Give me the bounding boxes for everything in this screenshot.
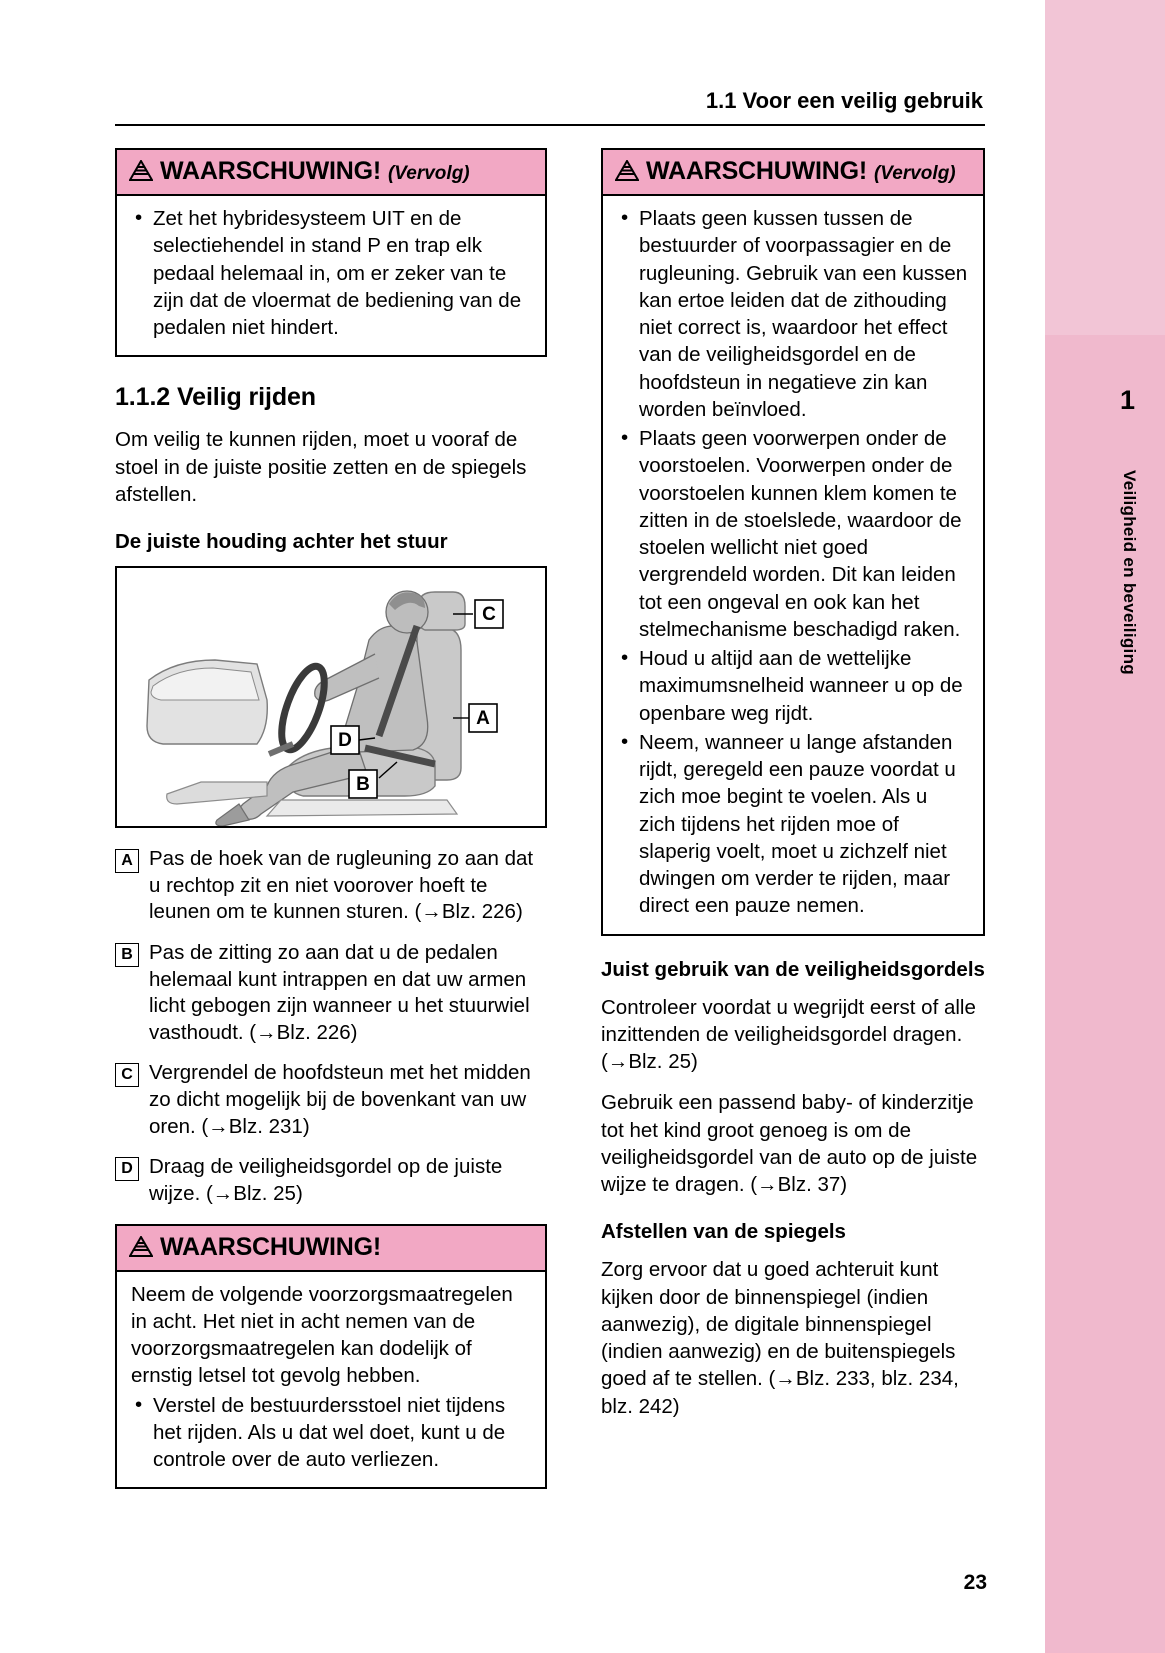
warning-triangle-icon — [129, 1236, 153, 1257]
page-number: 23 — [963, 1571, 987, 1594]
section-intro: Om veilig te kunnen rijden, moet u vooraf de stoel in de juiste positie zetten en de spiegels afstellen. — [115, 428, 527, 506]
warning-intro-text: Neem de volgende voorzorgsmaatregelen in acht. Het niet in acht nemen van de voorzorgsmaatregelen kan dodelijk of ernstig letsel tot gevolg hebben. — [131, 1282, 513, 1388]
header-divider — [115, 124, 985, 126]
two-column-layout — [115, 148, 985, 1511]
warning-box-bottom-left — [115, 1224, 547, 1490]
callout-badge-d: D — [115, 1157, 139, 1181]
side-tab-strip — [1045, 0, 1165, 1653]
callout-badge-c: C — [115, 1063, 139, 1087]
left-column — [115, 148, 547, 1511]
svg-text:D: D — [338, 730, 352, 751]
callout-legend — [115, 846, 547, 1208]
warning-title: WAARSCHUWING! — [646, 157, 867, 185]
page-title: 1.1 Voor een veilig gebruik — [705, 88, 983, 113]
callout-badge-a: A — [115, 849, 139, 873]
paragraph-seatbelt-check: Controleer voordat u wegrijdt eerst of alle inzittenden de veiligheidsgordel dragen. (→Blz. 25) — [601, 995, 976, 1073]
warning-header — [117, 150, 545, 196]
list-item — [115, 940, 547, 1047]
list-item: • Verstel de bestuurdersstoel niet tijdens het rijden. Als u dat wel doet, kunt u de controle over de auto verliezen. — [131, 1392, 531, 1474]
svg-text:B: B — [356, 774, 370, 795]
callout-text-a: Pas de hoek van de rugleuning zo aan dat u rechtop zit en niet voorover hoeft te leunen om te kunnen sturen. (→Blz. 226) — [149, 847, 534, 924]
callout-text-b: Pas de zitting zo aan dat u de pedalen helemaal kunt intrappen en dat uw armen licht gebogen zijn wanneer u het stuurwiel vasthoudt. (→Blz. 226) — [149, 940, 530, 1044]
list-item: • Neem, wanneer u lange afstanden rijdt, geregeld een pauze voordat u zich moe begint te voelen. Als u zich tijdens het rijden moe of slaperig voelt, moet u zichzelf niet dwingen om verder te rijden, maar direct een pauze nemen. — [617, 729, 969, 920]
callout-text-d: Draag de veiligheidsgordel op de juiste wijze. (→Blz. 25) — [149, 1155, 503, 1206]
list-item: • Plaats geen voorwerpen onder de voorstoelen. Voorwerpen onder de voorstoelen kunnen klem komen te zitten in de stoelslede, waardoor de stoelen wellicht niet goed vergrendeld worden. Dit kan leiden tot een ongeval en ook kan het stelmechanisme beschadigd raken. — [617, 425, 969, 643]
list-item: • Plaats geen kussen tussen de bestuurder of voorpassagier en de rugleuning. Gebruik van een kussen kan ertoe leiden dat de zithouding niet correct is, waardoor het effect van de veiligheidsgordel en de hoofdsteun in negatieve zin kan worden beïnvloed. — [617, 205, 969, 423]
paragraph-child-seat: Gebruik een passend baby- of kinderzitje tot het kind groot genoeg is om de veiligheidsgordel van de auto op de juiste wijze te dragen. (→Blz. 37) — [601, 1091, 978, 1196]
callout-text-c: Vergrendel de hoofdsteun met het midden zo dicht mogelijk bij de bovenkant van uw oren. (→Blz. 231) — [149, 1061, 531, 1138]
warning-continued-label: (Vervolg) — [387, 163, 470, 184]
subsection-title-seatbelts: Juist gebruik van de veiligheidsgordels — [601, 957, 985, 981]
list-item — [115, 846, 547, 926]
side-tab-strip-upper — [1045, 0, 1165, 335]
warning-title: WAARSCHUWING! — [160, 157, 381, 185]
warning-header — [117, 1226, 545, 1272]
paragraph-mirrors: Zorg ervoor dat u goed achteruit kunt kijken door de binnenspiegel (indien aanwezig), de digitale binnenspiegel (indien aanwezig) en de buitenspiegels goed af te stellen. (→Blz. 233, blz. 234, blz. 242) — [601, 1258, 959, 1418]
warning-body — [117, 1272, 545, 1488]
subsection-title: De juiste houding achter het stuur — [115, 530, 448, 553]
list-item — [115, 1060, 547, 1140]
warning-box-continued-left — [115, 148, 547, 357]
list-item: • Houd u altijd aan de wettelijke maximumsnelheid wanneer u op de openbare weg rijdt. — [617, 645, 969, 727]
warning-header — [603, 150, 983, 196]
warning-triangle-icon — [615, 160, 639, 181]
svg-text:C: C — [482, 604, 496, 625]
driving-posture-illustration — [115, 566, 547, 828]
list-item: • Zet het hybridesysteem UIT en de selectiehendel in stand P en trap elk pedaal helemaal in, om er zeker van te zijn dat de vloermat de bediening van de pedalen niet hindert. — [131, 205, 531, 341]
svg-text:A: A — [476, 708, 490, 729]
side-tab-number: 1 — [1119, 385, 1135, 415]
list-item — [115, 1154, 547, 1207]
warning-title: WAARSCHUWING! — [160, 1232, 381, 1261]
section-title: 1.1.2 Veilig rijden — [115, 383, 316, 412]
warning-box-continued-right — [601, 148, 985, 936]
subsection-title-mirrors: Afstellen van de spiegels — [601, 1220, 846, 1244]
side-tab-label: Veiligheid en beveiliging — [1120, 470, 1139, 675]
right-column — [601, 148, 985, 1511]
warning-body — [603, 196, 983, 934]
warning-body — [117, 196, 545, 355]
warning-continued-label: (Vervolg) — [873, 163, 956, 184]
warning-triangle-icon — [129, 160, 153, 181]
callout-badge-b: B — [115, 943, 139, 967]
